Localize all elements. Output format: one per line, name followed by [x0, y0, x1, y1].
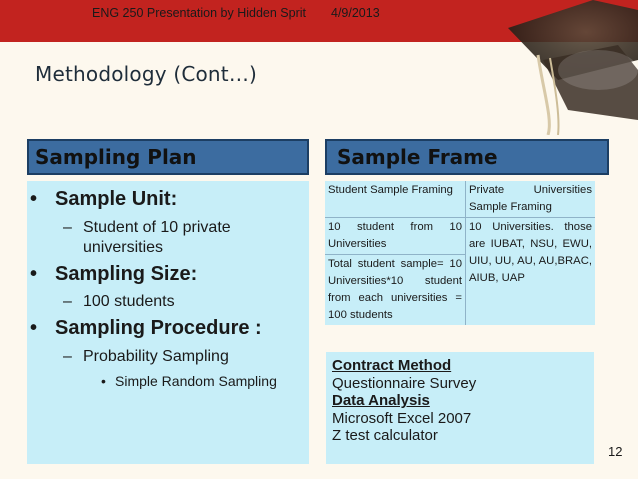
data-analysis-value-1: Microsoft Excel 2007 — [332, 409, 472, 427]
dash: – — [63, 219, 72, 236]
sampling-size-label: Sampling Size: — [55, 263, 198, 285]
sample-unit-line-1: Student of 10 private — [83, 219, 231, 236]
dash: – — [63, 293, 72, 310]
bullet: • — [30, 188, 38, 210]
table-cell: Total student sample= 10 Universities*10 student from each universities = 100 students — [325, 255, 466, 326]
bullet: • — [30, 317, 38, 339]
sampling-size-value: 100 students — [83, 293, 175, 310]
bullet: • — [30, 263, 38, 285]
table-row — [325, 218, 595, 255]
bullet: • — [101, 373, 106, 389]
sample-unit-label: Sample Unit: — [55, 188, 178, 210]
presentation-title: ENG 250 Presentation by Hidden Sprit — [92, 6, 307, 20]
sample-frame-header: Sample Frame — [325, 139, 609, 175]
table-cell: 10 student from 10 Universities — [325, 218, 466, 255]
sampling-procedure-subvalue: Simple Random Sampling — [115, 373, 277, 389]
methods-box — [326, 352, 594, 464]
table-cell: Student Sample Framing — [325, 181, 466, 218]
presentation-date: 4/9/2013 — [331, 6, 380, 20]
sample-unit-line-2: universities — [83, 239, 164, 256]
table-row — [325, 181, 595, 218]
contract-method-value: Questionnaire Survey — [332, 374, 477, 392]
sampling-plan-header: Sampling Plan — [27, 139, 309, 175]
table-cell: Private Universities Sample Framing — [466, 181, 596, 218]
sampling-plan-box — [27, 181, 309, 464]
data-analysis-value-2: Z test calculator — [332, 427, 438, 444]
slide-title: Methodology (Cont…) — [35, 62, 258, 86]
sampling-procedure-value: Probability Sampling — [83, 348, 229, 365]
page-number: 12 — [608, 444, 623, 459]
contract-method-label: Contract Method — [332, 357, 452, 374]
sample-frame-table — [325, 181, 595, 325]
table-cell: 10 Universities. those are IUBAT, NSU, EWU, UIU, UU, AU, AU,BRAC, AIUB, UAP — [466, 218, 596, 326]
data-analysis-label: Data Analysis — [332, 392, 430, 409]
dash: – — [63, 348, 72, 365]
sampling-procedure-label: Sampling Procedure : — [55, 317, 262, 339]
graduation-cap-icon — [498, 0, 638, 135]
